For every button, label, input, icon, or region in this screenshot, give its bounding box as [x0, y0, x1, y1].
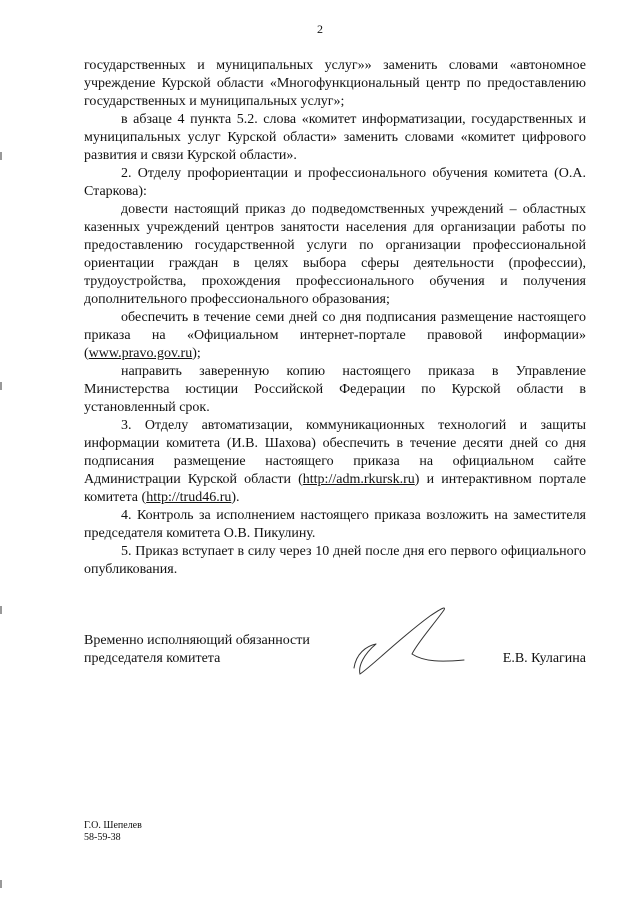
signatory-title-line: председателя комитета [84, 651, 221, 666]
signatory-name: Е.В. Кулагина [502, 651, 586, 666]
paragraph-text-tail: ). [231, 490, 240, 505]
scan-margin-mark [0, 152, 2, 160]
paragraph: 2. Отделу профориентации и профессионального обучения комитета (О.А. Старкова): [84, 166, 586, 199]
signatory-title-line: Временно исполняющий обязанности [84, 633, 310, 648]
paragraph-text-mid: ) и интерактивном портале комитета ( [84, 472, 586, 505]
adm-link[interactable]: http://adm.rkursk.ru [302, 472, 415, 487]
pravo-link[interactable]: www.pravo.gov.ru [88, 346, 193, 361]
paragraph: направить заверенную копию настоящего приказа в Управление Министерства юстиции Российской Федерации по Курской области в установленный срок. [84, 364, 586, 415]
paragraph: 5. Приказ вступает в силу через 10 дней после дня его первого официального опубликования. [84, 544, 586, 577]
handwritten-signature [346, 602, 471, 682]
executor-phone: 58-59-38 [84, 832, 121, 843]
page-number: 2 [317, 22, 323, 36]
paragraph: в абзаце 4 пункта 5.2. слова «комитет информатизации, государственных и муниципальных услуг Курской области» заменить словами «комитет цифрового развития и связи Курской области». [84, 112, 586, 163]
paragraph-text: 3. Отделу автоматизации, коммуникационных технологий и защиты информации комитета (И.В. Шахова) обеспечить в течение десяти дней со дня подписания размещение настоящего приказа на официальном сайте Администрации Курской области ( [84, 418, 586, 487]
scan-margin-mark [0, 880, 2, 888]
paragraph-text: обеспечить в течение семи дней со дня подписания размещение настоящего приказа на «Официальном интернет-портале правовой информации» ( [84, 310, 586, 361]
paragraph: 4. Контроль за исполнением настоящего приказа возложить на заместителя председателя комитета О.В. Пикулину. [84, 508, 586, 541]
executor-name: Г.О. Шепелев [84, 820, 142, 831]
executor-info [84, 820, 142, 844]
scan-margin-mark [0, 606, 2, 614]
signatory-title [84, 632, 310, 668]
paragraph: довести настоящий приказ до подведомственных учреждений – областных казенных учреждений центров занятости населения для организации работы по предоставлению государственной услуги по организации профессиональной ориентации граждан в целях выбора сферы деятельности (профессии), трудоустройства, прохождения профессионального обучения и получения дополнительного профессионального образования; [84, 202, 586, 307]
paragraph-with-links [84, 417, 586, 507]
paragraph-text-tail: ); [192, 346, 201, 361]
scan-margin-mark [0, 382, 2, 390]
paragraph-with-link [84, 309, 586, 363]
paragraph: государственных и муниципальных услуг»» заменить словами «автономное учреждение Курской области «Многофункциональный центр по предоставлению государственных и муниципальных услуг»; [84, 58, 586, 109]
trud-link[interactable]: http://trud46.ru [146, 490, 232, 505]
document-body [84, 57, 586, 579]
